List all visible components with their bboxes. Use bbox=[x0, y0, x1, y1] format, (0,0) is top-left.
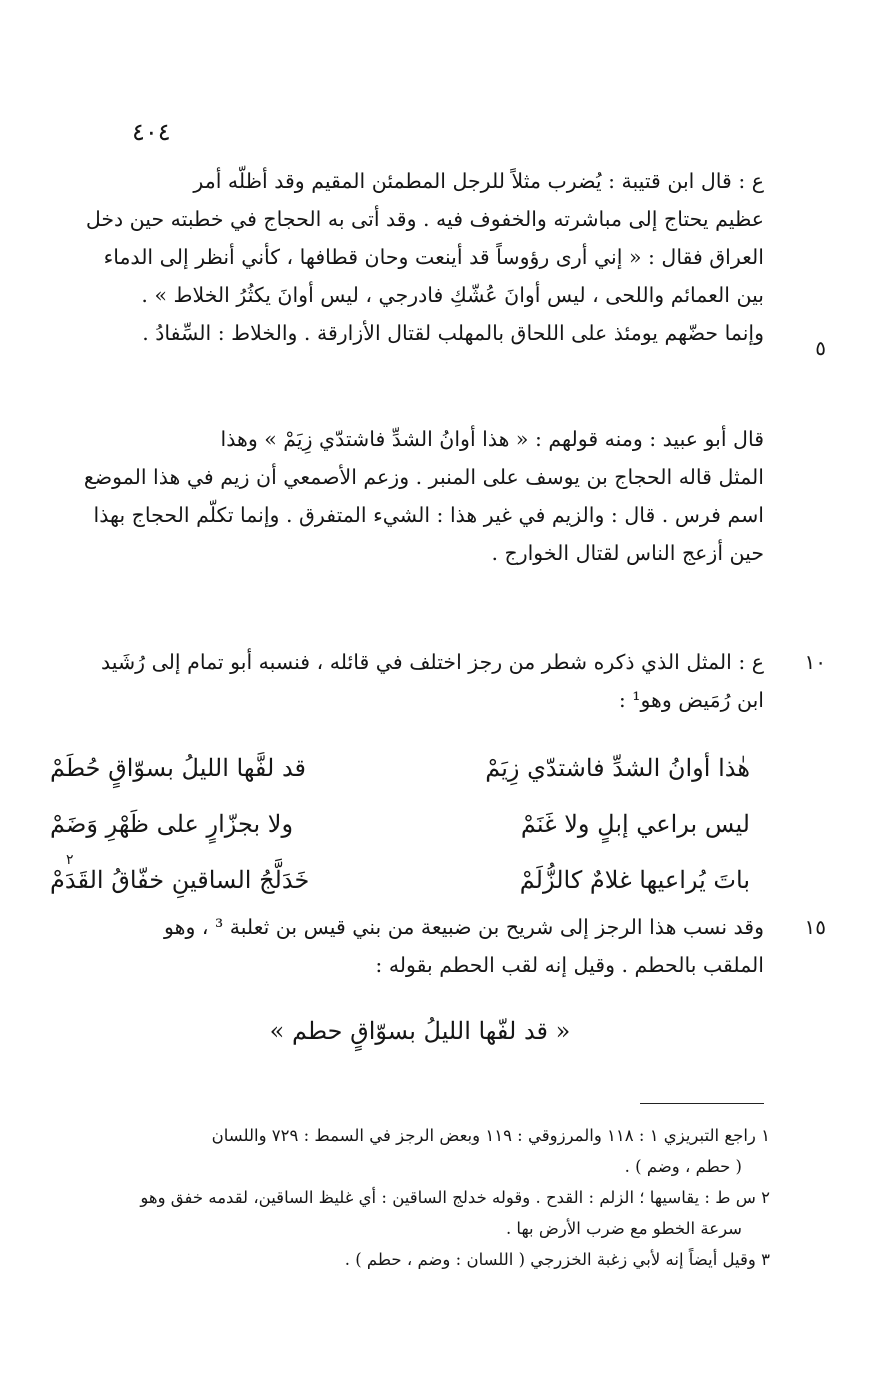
verse-second-hemistich: ولا بجزّارٍ على ظَهْرِ وَضَمْ bbox=[50, 810, 294, 838]
text-line: قال أبو عبيد : ومنه قولهم : « هذا أوانُ الشدِّ فاشتدّي زِيَمْ » وهذا bbox=[220, 427, 764, 451]
verse-first-hemistich: ليس براعي إبلٍ ولا غَنَمْ bbox=[520, 810, 750, 838]
verse-row bbox=[50, 796, 750, 852]
line-number-15: ١٥ bbox=[804, 915, 826, 939]
page-number: ٤٠٤ bbox=[132, 118, 171, 146]
paragraph-shurayh bbox=[24, 908, 764, 984]
verse-row bbox=[50, 852, 750, 908]
text-line: الملقب بالحطم . وقيل إنه لقب الحطم بقوله : bbox=[375, 953, 764, 977]
text-line: بين العمائم واللحى ، ليس أوانَ عُشّكِ فادرجي ، ليس أوانَ يكثُرُ الخلاط » . bbox=[141, 283, 764, 307]
footnote-mark: ٢ bbox=[66, 852, 74, 868]
verse-row bbox=[50, 740, 750, 796]
text-line: العراق فقال : « إني أرى رؤوساً قد أينعت وحان قطافها ، كأني أنظر إلى الدماء bbox=[103, 245, 764, 269]
poem-verses bbox=[50, 740, 750, 908]
text-line: المثل قاله الحجاج بن يوسف على المنبر . وزعم الأصمعي أن زيم في هذا الموضع bbox=[83, 465, 764, 489]
verse-second-hemistich: قد لفَّها الليلُ بسوّاقٍ حُطَمْ bbox=[50, 754, 307, 782]
verse-second-hemistich: خَدَلَّجُ الساقينِ خفّاقُ القَدَمْ bbox=[50, 866, 310, 894]
text-line: ع : قال ابن قتيبة : يُضرب مثلاً للرجل المطمئن المقيم وقد أظلّه أمر bbox=[193, 169, 764, 193]
line-number-5: ٥ bbox=[815, 336, 826, 360]
text-line: حين أزعج الناس لقتال الخوارج . bbox=[491, 541, 764, 565]
paragraph-abu-ubayd bbox=[24, 420, 764, 572]
text-line: عظيم يحتاج إلى مباشرته والخفوف فيه . وقد أتى به الحجاج في خطبته حين دخل bbox=[85, 207, 764, 231]
text-line: ابن رُمَيض وهو¹ : bbox=[618, 688, 764, 712]
paragraph-ibn-qutayba bbox=[24, 162, 764, 352]
footnote-divider bbox=[640, 1103, 764, 1104]
text-line: اسم فرس . قال : والزيم في غير هذا : الشيء المتفرق . وإنما تكلّم الحجاج بهذا bbox=[93, 503, 764, 527]
text-line: ع : المثل الذي ذكره شطر من رجز اختلف في قائله ، فنسبه أبو تمام إلى رُشَيد bbox=[101, 650, 764, 674]
line-number-10: ١٠ bbox=[804, 650, 826, 674]
footnote-2: ٢ س ط : يقاسيها ؛ الزلم : القدح . وقوله خدلج الساقين : أي غليظ الساقين، لقدمه خفق وهو bbox=[140, 1188, 770, 1207]
centered-quote: « قد لفّها الليلُ بسوّاقٍ حطم » bbox=[269, 1017, 571, 1045]
footnotes bbox=[24, 1120, 770, 1275]
footnote-1: ١ راجع التبريزي ١ : ١١٨ والمرزوقي : ١١٩ وبعض الرجز في السمط : ٧٢٩ واللسان bbox=[211, 1126, 770, 1145]
text-line: وإنما حضّهم يومئذ على اللحاق بالمهلب لقتال الأزارقة . والخلاط : السِّفادُ . bbox=[142, 321, 764, 345]
footnote-2-continuation: سرعة الخطو مع ضرب الأرض بها . bbox=[505, 1219, 742, 1238]
verse-first-hemistich: هٰذا أوانُ الشدِّ فاشتدّي زِيَمْ bbox=[485, 754, 750, 782]
footnote-3: ٣ وقيل أيضاً إنه لأبي زغبة الخزرجي ( اللسان : وضم ، حطم ) . bbox=[344, 1250, 770, 1269]
footnote-1-continuation: ( حطم ، وضم ) . bbox=[624, 1157, 742, 1176]
text-line: وقد نسب هذا الرجز إلى شريح بن ضبيعة من بني قيس بن ثعلبة ³ ، وهو bbox=[164, 915, 764, 939]
verse-first-hemistich: باتَ يُراعيها غلامٌ كالزُّلَمْ bbox=[519, 866, 750, 894]
paragraph-rajaz-attribution bbox=[24, 643, 764, 719]
